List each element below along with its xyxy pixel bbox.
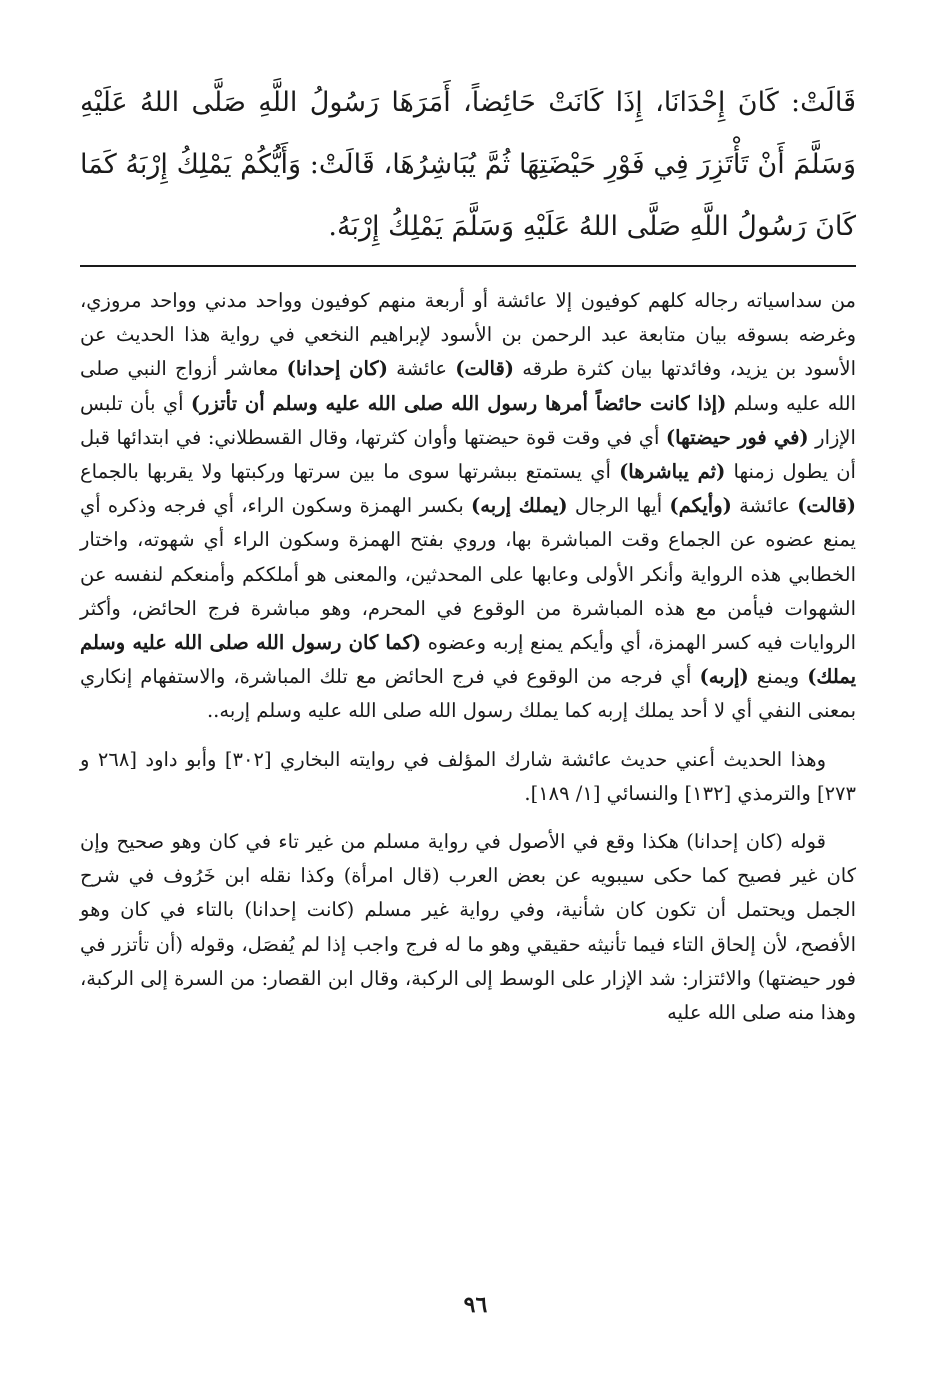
footnote-divider	[80, 265, 856, 267]
commentary-text: من سداسياته رجاله كلهم كوفيون إلا عائشة أو أربعة منهم كوفيون وواحد مدني وواحد مروزي، وغرضه بسوقه بيان متابعة عبد الرحمن بن الأسود لإبراهيم النخعي في رواية هذا الحديث عن الأسود بن يزيد، وفائدتها بيان كثرة طرقه	[80, 289, 857, 381]
commentary-text: معاشر أزواج النبي صلى الله عليه وسلم	[80, 357, 857, 415]
commentary-text: أي فرجه من الوقوع في فرج الحائض مع تلك المباشرة، والاستفهام إنكاري بمعنى النفي أي لا أحد يملك إربه كما يملك رسول الله صلى الله عليه وسلم إربه..	[80, 665, 856, 723]
quoted-hadith-phrase: (ثم يباشرها)	[619, 460, 726, 484]
quoted-hadith-phrase: (كما كان رسول الله صلى الله عليه وسلم يملك)	[80, 631, 857, 689]
commentary-paragraph-1	[80, 284, 856, 729]
quoted-hadith-phrase: (قالت)	[455, 357, 515, 381]
hadith-text: قَالَتْ: كَانَ إِحْدَانَا، إِذَا كَانَتْ حَائِضاً، أَمَرَهَا رَسُولُ اللَّهِ صَلَّى اللهُ عَلَيْهِ وَسَلَّمَ أَنْ تَأْتَزِرَ فِي فَوْرِ حَيْضَتِهَا ثُمَّ يُبَاشِرُهَا، قَالَتْ: وَأَيُّكُمْ يَمْلِكُ إِرْبَهُ كَمَا كَانَ رَسُولُ اللَّهِ صَلَّى اللهُ عَلَيْهِ وَسَلَّمَ يَمْلِكُ إِرْبَهُ.	[80, 87, 856, 242]
quoted-hadith-phrase: (قالت)	[797, 494, 857, 518]
commentary-text: ويمنع	[748, 665, 808, 689]
commentary-text: عائشة	[731, 494, 798, 518]
commentary-section	[80, 284, 856, 1044]
commentary-text: أي يستمتع ببشرتها سوى ما بين سرتها وركبتها ولا يقربها بالجماع	[80, 460, 620, 484]
commentary-paragraph-3: قوله (كان إحدانا) هكذا وقع في الأصول في رواية مسلم من غير تاء في كان وهو صحيح وإن كان غير فصيح كما حكى سيبويه عن بعض العرب (قال امرأة) وكذا نقله ابن خَرُوف في شرح الجمل ويحتمل أن تكون كان شأنية، وفي رواية غير مسلم (كانت إحدانا) بالتاء في كان وهو الأفصح، لأن إلحاق التاء فيما تأنيثه حقيقي وهو ما له فرج واجب إذا لم يُفصَل، وقوله (أن تأتزر في فور حيضتها) والائتزار: شد الإزار على الوسط إلى الركبة، وقال ابن القصار: من السرة إلى الركبة، وهذا منه صلى الله عليه	[80, 830, 856, 1025]
quoted-hadith-phrase: (إربه)	[699, 665, 749, 689]
quoted-hadith-phrase: (إذا كانت حائضاً أمرها رسول الله صلى الله عليه وسلم أن تأتزر)	[190, 391, 727, 415]
commentary-paragraph-2: وهذا الحديث أعني حديث عائشة شارك المؤلف في روايته البخاري [٣٠٢] وأبو داود [٢٦٨ و ٢٧٣] والترمذي [١٣٢] والنسائي [١/ ١٨٩].	[80, 747, 856, 805]
commentary-text: أيها الرجال	[567, 494, 670, 518]
commentary-text: أي بأن تلبس الإزار	[80, 391, 856, 449]
commentary-text: بكسر الهمزة وسكون الراء، أي فرجه وذكره أي يمنع عضوه عن الجماع وقت المباشرة بها، وروي بفتح الهمزة وسكون الراء أي شهوته، واختار الخطابي هذه الرواية وأنكر الأولى وعابها على المحدثين، والمعنى هو أملككم وأمنعكم لنفسه عن الشهوات فيأمن مع هذه المباشرة من الوقوع في المحرم، وهو مباشرة فرج الحائض، وأكثر الروايات فيه كسر الهمزة، أي وأيكم يمنع إربه وعضوه	[80, 494, 857, 655]
quoted-hadith-phrase: (يملك إربه)	[471, 494, 568, 518]
commentary-text: عائشة	[387, 357, 456, 381]
page-number: ٩٦	[463, 1292, 488, 1318]
quoted-hadith-phrase: (وأيكم)	[669, 494, 732, 518]
commentary-text: أي في وقت قوة حيضتها وأوان كثرتها، وقال القسطلاني: في ابتدائها قبل أن يطول زمنها	[80, 425, 856, 484]
quoted-hadith-phrase: (في فور حيضتها)	[665, 425, 809, 449]
quoted-hadith-phrase: (كان إحدانا)	[286, 357, 388, 381]
